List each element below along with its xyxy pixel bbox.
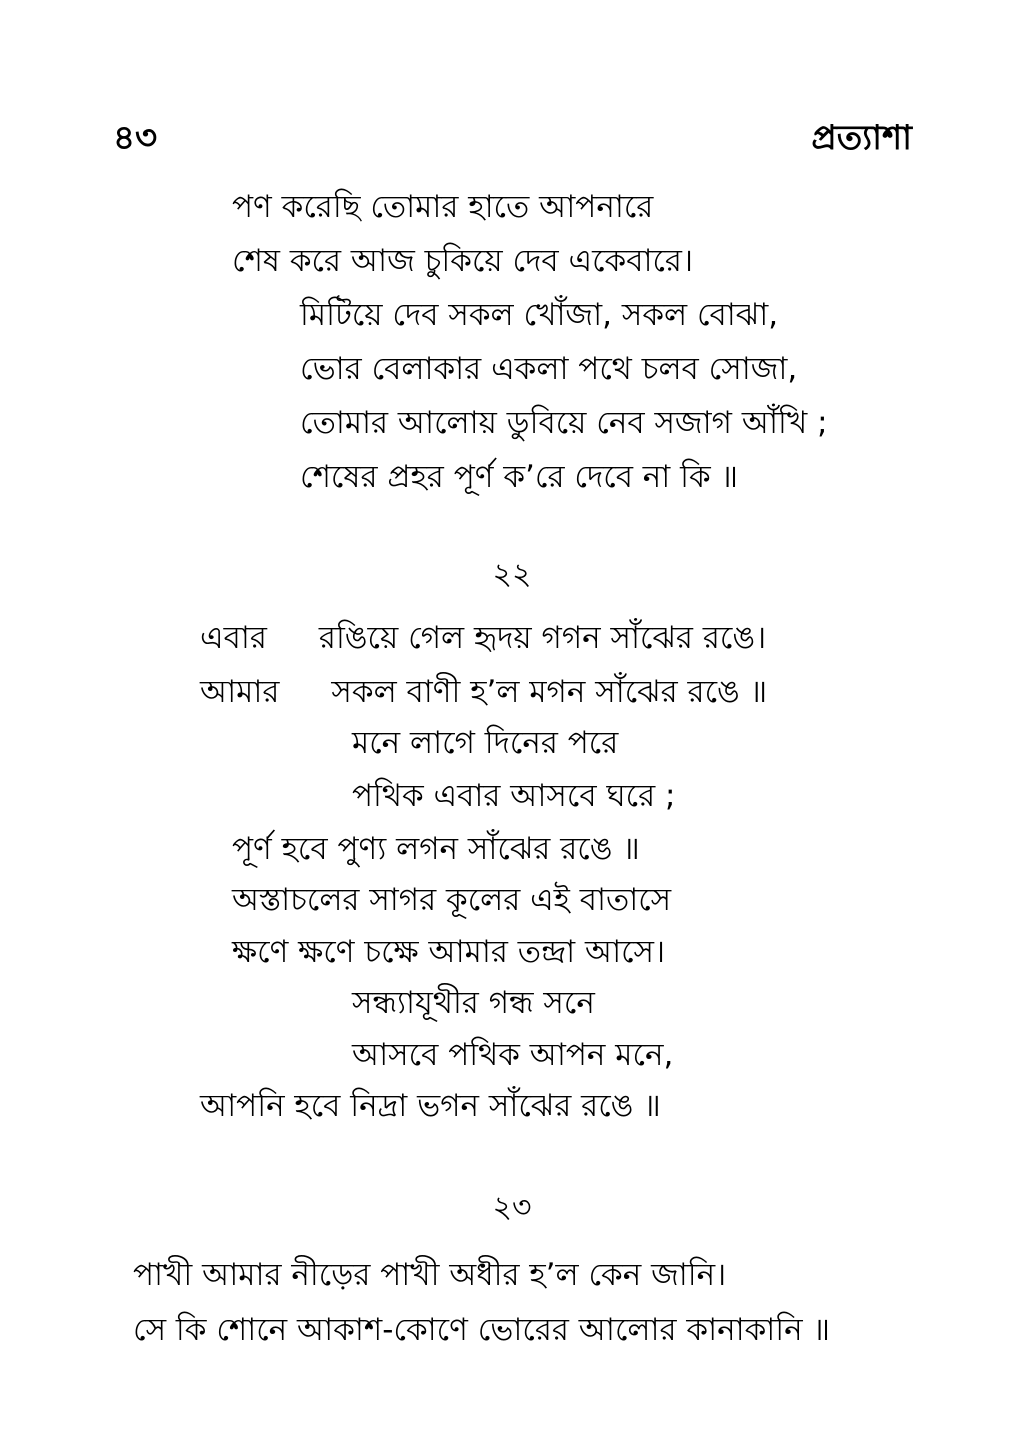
poem-line — [200, 672, 767, 712]
poem-line: পণ করেছি তোমার হাতে আপনারে — [232, 189, 654, 225]
poem-line: শেষ করে আজ চুকিয়ে দেব একেবারে। — [232, 243, 694, 279]
poem-number: ২২ — [492, 557, 532, 592]
poem-line: মিটিয়ে দেব সকল খোঁজা, সকল বোঝা, — [300, 297, 779, 333]
poem-line: তোমার আলোয় ডুবিয়ে নেব সজাগ আঁখি ; — [300, 405, 828, 441]
line-text: সকল বাণী হ’ল মগন সাঁঝের রঙে ॥ — [331, 674, 768, 710]
poem-line: ভোর বেলাকার একলা পথে চলব সোজা, — [300, 351, 798, 387]
poem-line: পাখী আমার নীড়ের পাখী অধীর হ’ল কেন জানি। — [133, 1257, 727, 1293]
poem-line — [200, 618, 766, 658]
line-lead-word: আমার — [200, 674, 280, 710]
poem-line: পূর্ণ হবে পুণ্য লগন সাঁঝের রঙে ॥ — [232, 831, 640, 867]
page-number: ৪৩ — [113, 118, 158, 158]
poem-line: সন্ধ্যাযূথীর গন্ধ সনে — [352, 985, 595, 1021]
line-lead-word: এবার — [200, 620, 267, 656]
page-header — [0, 112, 1024, 162]
poem-line: আপনি হবে নিদ্রা ভগন সাঁঝের রঙে ॥ — [200, 1088, 661, 1124]
poem-line: শেষের প্রহর পূর্ণ ক’রে দেবে না কি ॥ — [300, 459, 739, 495]
poem-line: সে কি শোনে আকাশ-কোণে ভোরের আলোর কানাকানি ॥ — [133, 1312, 831, 1348]
poem-line: পথিক এবার আসবে ঘরে ; — [352, 778, 676, 814]
poem-line: মনে লাগে দিনের পরে — [352, 725, 619, 761]
line-text: রঙিয়ে গেল হৃদয় গগন সাঁঝের রঙে। — [318, 620, 767, 656]
poem-line: অস্তাচলের সাগর কূলের এই বাতাসে — [232, 882, 672, 918]
poem-number: ২৩ — [492, 1190, 532, 1225]
poem-line: ক্ষণে ক্ষণে চক্ষে আমার তন্দ্রা আসে। — [232, 934, 666, 970]
poem-line: আসবে পথিক আপন মনে, — [352, 1037, 674, 1073]
running-title: প্রত্যাশা — [811, 118, 912, 158]
